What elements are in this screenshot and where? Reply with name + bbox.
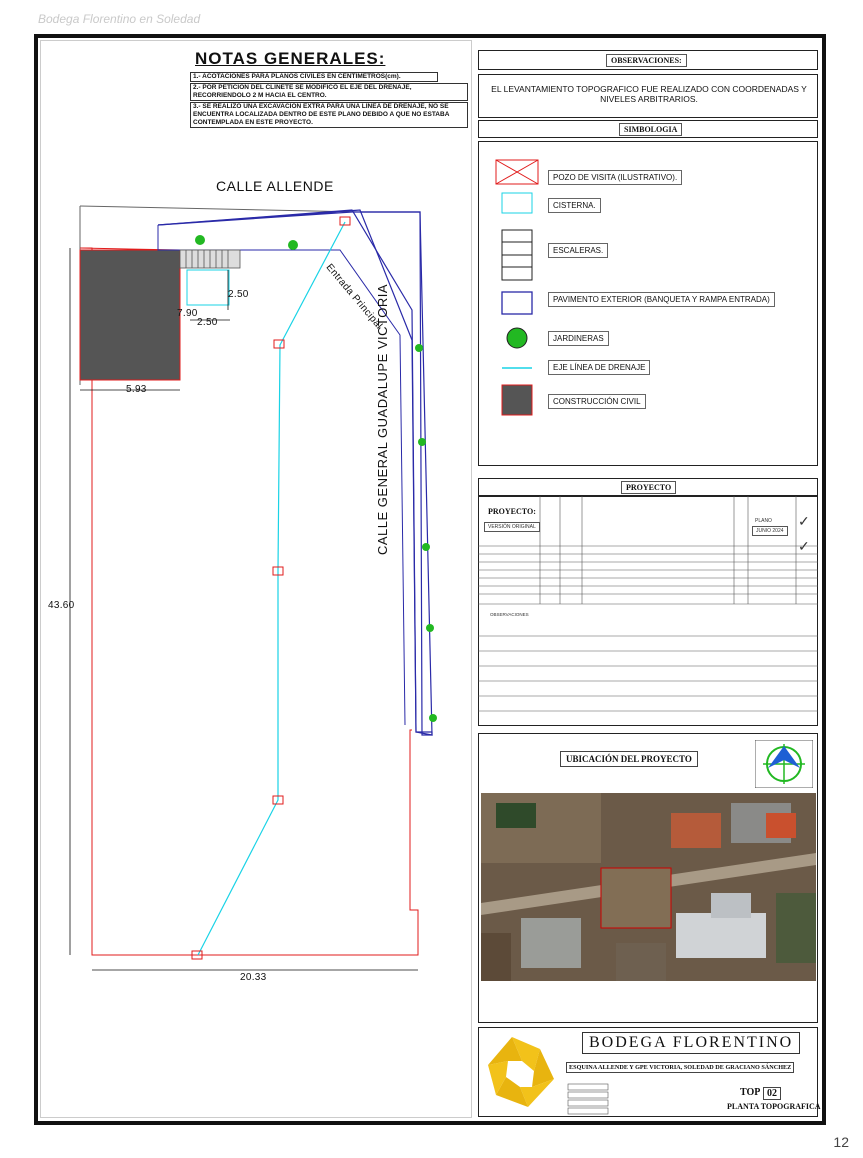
entrance-label: Entrada Principal [323,262,385,332]
planter-3 [415,344,423,352]
project-name: BODEGA FLORENTINO [582,1032,800,1054]
dim-250-b: 2.50 [197,317,218,328]
street-allende: CALLE ALLENDE [216,178,334,194]
legend-label-stairs: ESCALERAS. [548,243,608,258]
manhole-1 [340,217,350,225]
legend-label-cistern: CISTERNA. [548,198,601,213]
legend-manhole [496,160,538,184]
legend-symbols [490,155,540,425]
legend-cistern [502,193,532,213]
proyecto-label: PROYECTO: [488,507,536,516]
note-3: 3.- SE REALIZO UNA EXCAVACION EXTRA PARA UNA LINEA DE DRENAJE, NO SE ENCUENTRA LOCALIZADA DENTRO DE ESTE PLANO DEBIDO A QUE NO ESTABA CONTEMPLADA EN ESTE PROYECTO. [190,102,468,128]
observaciones-header [478,50,818,70]
planter-2 [288,240,298,250]
street-guadalupe-victoria: CALLE GENERAL GUADALUPE VICTORIA [375,283,390,555]
legend-label-manhole: POZO DE VISITA (ILUSTRATIVO). [548,170,682,185]
stairs-symbol [180,250,240,268]
proyecto-header [478,478,818,496]
version-label: VERSIÓN ORIGINAL [484,522,540,532]
legend-label-drain: EJE LÍNEA DE DRENAJE [548,360,650,375]
legend-pavement [502,292,532,314]
page-number: 12 [833,1134,849,1150]
notes-title: NOTAS GENERALES: [195,49,386,68]
legend-stairs [502,230,532,280]
dim-250-a: 2.50 [228,289,249,300]
planter-1 [195,235,205,245]
observaciones-box [478,74,818,118]
planter-4 [418,438,426,446]
legend-planter [507,328,527,348]
legend-civil [502,385,532,415]
dim-2033: 20.33 [240,972,267,983]
legend-label-pavement: PAVIMENTO EXTERIOR (BANQUETA Y RAMPA ENTRADA) [548,292,775,307]
simbologia-title: SIMBOLOGIA [619,123,682,136]
drain-line [198,222,345,955]
dim-790: 7.90 [177,308,198,319]
proyecto-title: PROYECTO [621,481,676,494]
cistern [187,270,229,305]
north-arrow-icon [755,740,813,788]
project-address: ESQUINA ALLENDE Y GPE VICTORIA, SOLEDAD DE GRACIANO SÁNCHEZ [566,1062,794,1073]
ubicacion-title: UBICACIÓN DEL PROYECTO [560,751,698,767]
planter-5 [422,543,430,551]
legend-label-planter: JARDINERAS [548,331,609,346]
lot-top-edge [80,206,360,212]
planter-7 [429,714,437,722]
plano-label: PLANO [755,518,772,524]
pavement-outline [158,210,432,735]
civil-construction [80,250,180,380]
sheet-code: TOP [740,1087,761,1098]
note-2: 2.- POR PETICIÓN DEL CLINETE SE MODIFICÓ EL EJE DEL DRENAJE, RECORRIENDOLO 2 M HACIA EL CENTRO. [190,83,468,101]
dim-593: 5.93 [126,384,147,395]
title-block-grid [566,1082,616,1116]
planter-6 [426,624,434,632]
dim-4360: 43.60 [48,600,75,611]
legend-label-civil: CONSTRUCCIÓN CIVIL [548,394,646,409]
document-header: Bodega Florentino en Soledad [38,12,201,26]
svg-text:✓: ✓ [798,538,810,554]
simbologia-header [478,120,818,138]
fecha-label: JUNIO 2024 [752,526,788,536]
observaciones-title: OBSERVACIONES: [606,54,687,67]
company-logo-icon [482,1031,560,1113]
observaciones-text: EL LEVANTAMIENTO TOPOGRAFICO FUE REALIZADO CON COORDENADAS Y NIVELES ARBITRARIOS. [491,84,807,104]
sheet-title: PLANTA TOPOGRAFICA [727,1102,821,1111]
site-plan [40,170,470,990]
svg-text:✓: ✓ [798,513,810,529]
note-1: 1.- ACOTACIONES PARA PLANOS CIVILES EN CENTIMETROS(cm). [190,72,438,82]
aerial-map [481,793,816,981]
sheet-number: 02 [763,1087,781,1100]
proyecto-observaciones: OBSERVACIONES [490,612,529,617]
pavement-inner [158,225,405,725]
